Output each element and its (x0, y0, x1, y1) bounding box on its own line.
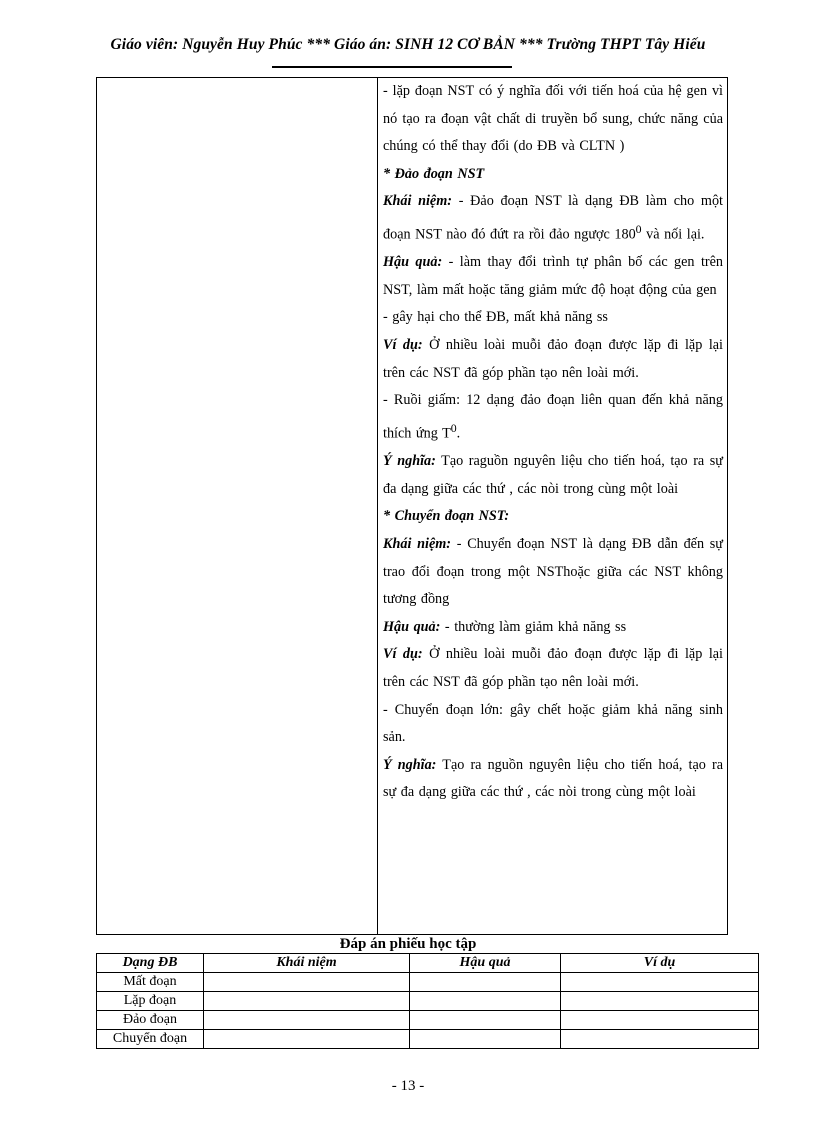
chuyen-doan-title: * Chuyển đoạn NST: (383, 508, 510, 525)
table-cell (561, 1011, 759, 1030)
dao-doan-example: Ví dụ: Ở nhiều loài muỗi đảo đoạn được lặp đi lặp lại trên các NST đã góp phần tạo nên loài mới. (383, 337, 724, 381)
header-rule (272, 66, 512, 68)
table-cell (410, 1011, 561, 1030)
content-column (383, 78, 723, 807)
example-label: Ví dụ: (383, 337, 423, 354)
table-cell (561, 992, 759, 1011)
table-cell (410, 973, 561, 992)
table-cell (204, 992, 410, 1011)
dao-doan-example-2: - Ruồi giấm: 12 dạng đảo đoạn liên quan đến khả năng thích ứng $T^0$. (383, 392, 723, 442)
chuyen-doan-example: Ví dụ: Ở nhiều loài muỗi đảo đoạn được lặp đi lặp lại trên các NST đã góp phần tạo nên loài mới. (383, 646, 724, 690)
column-header: Ví dụ (561, 954, 759, 973)
page-number: - 13 - (391, 1078, 425, 1094)
table-row (97, 973, 759, 992)
row-label: Chuyển đoạn (97, 1030, 204, 1049)
table-cell (410, 992, 561, 1011)
chuyen-doan-consequence: Hậu quả: - thường làm giảm khả năng ss (383, 618, 627, 635)
chuyen-doan-concept: Khái niệm: - Chuyển đoạn NST là dạng ĐB dẫn đến sự trao đổi đoạn trong một NSThoặc giữa các NST không tương đồng (383, 535, 723, 608)
table-cell (561, 1030, 759, 1049)
column-header: Hậu quả (410, 954, 561, 973)
table-cell (561, 973, 759, 992)
dao-doan-consequence-2: - gây hại cho thể ĐB, mất khả năng ss (383, 309, 608, 326)
dao-doan-title: * Đảo đoạn NST (383, 165, 485, 182)
table-row (97, 1011, 759, 1030)
concept-label: Khái niệm: (383, 535, 452, 552)
table-row (97, 1030, 759, 1049)
chuyen-doan-example-2: - Chuyển đoạn lớn: gây chết hoặc giảm khả năng sinh sản. (383, 701, 723, 746)
table-cell (204, 1030, 410, 1049)
lesson-table (96, 77, 728, 935)
consequence-label: Hậu quả: (383, 254, 443, 271)
chuyen-doan-meaning: Ý nghĩa: Tạo ra nguồn nguyên liệu cho tiến hoá, tạo ra sự đa dạng giữa các thứ , các nòi trong cùng một loài (383, 756, 723, 801)
page-header: Giáo viên: Nguyễn Huy Phúc *** Giáo án: SINH 12 CƠ BẢN *** Trường THPT Tây Hiếu (110, 36, 706, 53)
dao-doan-concept: Khái niệm: - Đảo đoạn NST là dạng ĐB làm cho một đoạn NST nào đó đứt ra rồi đảo ngược $180^0$ và nối lại. (383, 193, 724, 243)
example-label: Ví dụ: (383, 646, 423, 663)
table-header-row (97, 954, 759, 973)
dao-doan-consequence: Hậu quả: - làm thay đổi trình tự phân bố các gen trên NST, làm mất hoặc tăng giảm mức độ hoạt động của gen (383, 254, 723, 298)
table-cell (204, 1011, 410, 1030)
consequence-label: Hậu quả: (383, 618, 441, 635)
lap-doan-meaning: - lặp đoạn NST có ý nghĩa đối với tiến hoá của hệ gen vì nó tạo ra đoạn vật chất di truyền bổ sung, chức năng của chúng có thể thay đổi (do ĐB và CLTN ) (383, 83, 723, 155)
dao-doan-meaning: Ý nghĩa: Tạo raguồn nguyên liệu cho tiến hoá, tạo ra sự đa dạng giữa các thứ , các nòi trong cùng một loài (383, 453, 723, 497)
row-label: Lặp đoạn (97, 992, 204, 1011)
column-header: Khái niệm (204, 954, 410, 973)
concept-label: Khái niệm: (383, 193, 452, 210)
row-label: Mất đoạn (97, 973, 204, 992)
table-row (97, 992, 759, 1011)
answer-table (96, 953, 759, 1049)
table-cell (204, 973, 410, 992)
column-divider (377, 78, 378, 934)
meaning-label: Ý nghĩa: (383, 453, 436, 470)
table-cell (410, 1030, 561, 1049)
column-header: Dạng ĐB (97, 954, 204, 973)
row-label: Đảo đoạn (97, 1011, 204, 1030)
meaning-label: Ý nghĩa: (383, 756, 437, 773)
answer-sheet-title: Đáp án phiếu học tập (339, 936, 477, 952)
